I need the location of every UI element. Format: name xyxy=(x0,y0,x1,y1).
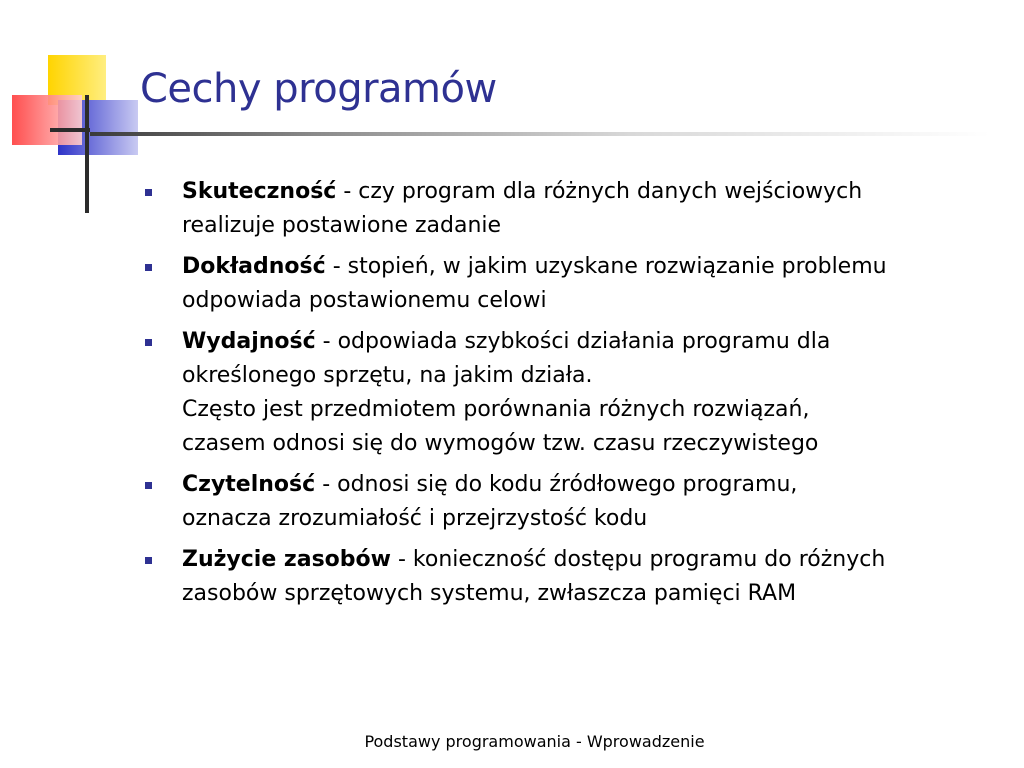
title-underline xyxy=(90,132,990,136)
bullet-list xyxy=(145,175,1005,618)
bullet-line xyxy=(182,502,1005,536)
bullet-square-icon xyxy=(145,339,152,346)
bullet-text: czasem odnosi się do wymogów tzw. czasu rzeczywistego xyxy=(182,431,819,456)
bullet-item xyxy=(145,250,1005,318)
bullet-term: Skuteczność xyxy=(182,179,337,204)
decorative-logo xyxy=(0,0,160,220)
logo-horizontal-bar xyxy=(50,128,90,132)
bullet-text: określonego sprzętu, na jakim działa. xyxy=(182,363,593,388)
slide-footer: Podstawy programowania - Wprowadzenie xyxy=(364,732,705,751)
bullet-text: - stopień, w jakim uzyskane rozwiązanie problemu xyxy=(332,254,887,279)
bullet-text: - konieczność dostępu programu do różnych xyxy=(397,547,886,572)
bullet-term: Dokładność xyxy=(182,254,326,279)
bullet-item xyxy=(145,325,1005,461)
bullet-text: odpowiada postawionemu celowi xyxy=(182,288,547,313)
bullet-term: Czytelność xyxy=(182,472,316,497)
bullet-line xyxy=(182,577,1005,611)
bullet-term: Zużycie zasobów xyxy=(182,547,391,572)
bullet-text: zasobów sprzętowych systemu, zwłaszcza pamięci RAM xyxy=(182,581,797,606)
logo-red-square xyxy=(12,95,82,145)
bullet-line xyxy=(182,468,1005,502)
bullet-square-icon xyxy=(145,557,152,564)
bullet-line xyxy=(182,325,1005,359)
bullet-item xyxy=(145,468,1005,536)
bullet-text: - odpowiada szybkości działania programu dla xyxy=(322,329,831,354)
bullet-text: oznacza zrozumiałość i przejrzystość kodu xyxy=(182,506,648,531)
bullet-term: Wydajność xyxy=(182,329,316,354)
bullet-text: Często jest przedmiotem porównania różnych rozwiązań, xyxy=(182,397,810,422)
slide-title: Cechy programów xyxy=(140,66,497,112)
bullet-item xyxy=(145,543,1005,611)
bullet-line xyxy=(182,284,1005,318)
bullet-line xyxy=(182,250,1005,284)
bullet-line xyxy=(182,543,1005,577)
bullet-text: realizuje postawione zadanie xyxy=(182,213,502,238)
bullet-square-icon xyxy=(145,482,152,489)
logo-vertical-bar xyxy=(85,95,89,213)
bullet-line xyxy=(182,209,1005,243)
bullet-square-icon xyxy=(145,189,152,196)
bullet-text: - czy program dla różnych danych wejściowych xyxy=(343,179,863,204)
bullet-line xyxy=(182,359,1005,393)
bullet-line xyxy=(182,393,1005,427)
bullet-line xyxy=(182,175,1005,209)
bullet-square-icon xyxy=(145,264,152,271)
bullet-text: - odnosi się do kodu źródłowego programu, xyxy=(322,472,798,497)
bullet-item xyxy=(145,175,1005,243)
bullet-line xyxy=(182,427,1005,461)
